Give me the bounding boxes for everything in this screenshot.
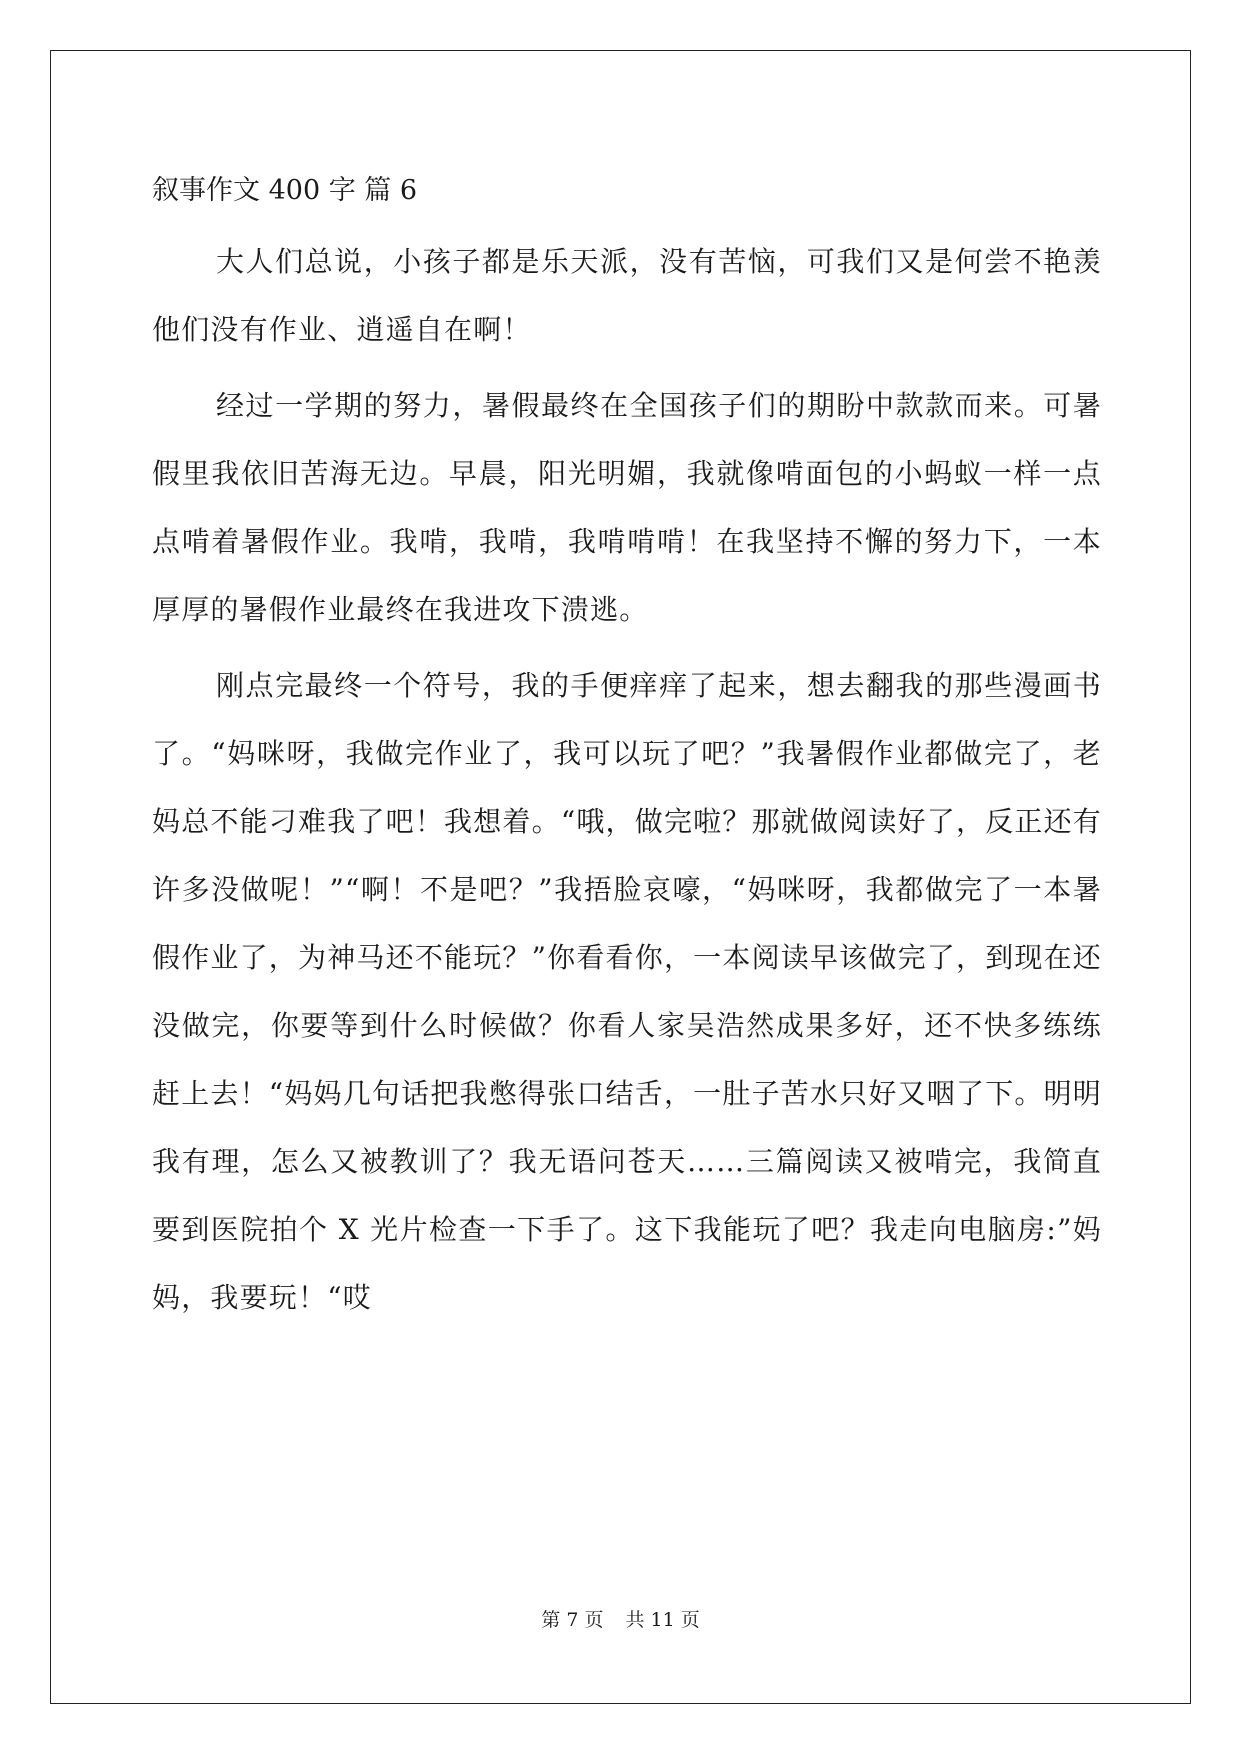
- document-title: 叙事作文 400 字 篇 6: [152, 175, 418, 206]
- page-footer: [0, 1605, 1241, 1632]
- page-count: 共 11 页: [625, 1609, 700, 1631]
- paragraph-2: 经过一学期的努力，暑假最终在全国孩子们的期盼中款款而来。可暑假里我依旧苦海无边。早晨，阳光明媚，我就像啃面包的小蚂蚁一样一点点啃着暑假作业。我啃，我啃，我啃啃啃！在我坚持不懈的努力下，一本厚厚的暑假作业最终在我进攻下溃逃。: [152, 389, 1102, 626]
- paragraph-1: 大人们总说，小孩子都是乐天派，没有苦恼，可我们又是何尝不艳羡他们没有作业、逍遥自在啊！: [152, 245, 1102, 346]
- page-number: 第 7 页: [541, 1609, 604, 1631]
- paragraph-3: 刚点完最终一个符号，我的手便痒痒了起来，想去翻我的那些漫画书了。“妈咪呀，我做完作业了，我可以玩了吧？”我暑假作业都做完了，老妈总不能刁难我了吧！我想着。“哦，做完啦？那就做阅读好了，反正还有许多没做呢！”“啊！不是吧？”我捂脸哀嚎，“妈咪呀，我都做完了一本暑假作业了，为神马还不能玩？”你看看你，一本阅读早该做完了，到现在还没做完，你要等到什么时候做？你看人家吴浩然成果多好，还不快多练练赶上去！“妈妈几句话把我憋得张口结舌，一肚子苦水只好又咽了下。明明我有理，怎么又被教训了？我无语问苍天……三篇阅读又被啃完，我简直要到医院拍个 X 光片检查一下手了。这下我能玩了吧？我走向电脑房:”妈妈，我要玩！“哎: [152, 669, 1102, 1314]
- document-body: [152, 160, 1102, 1340]
